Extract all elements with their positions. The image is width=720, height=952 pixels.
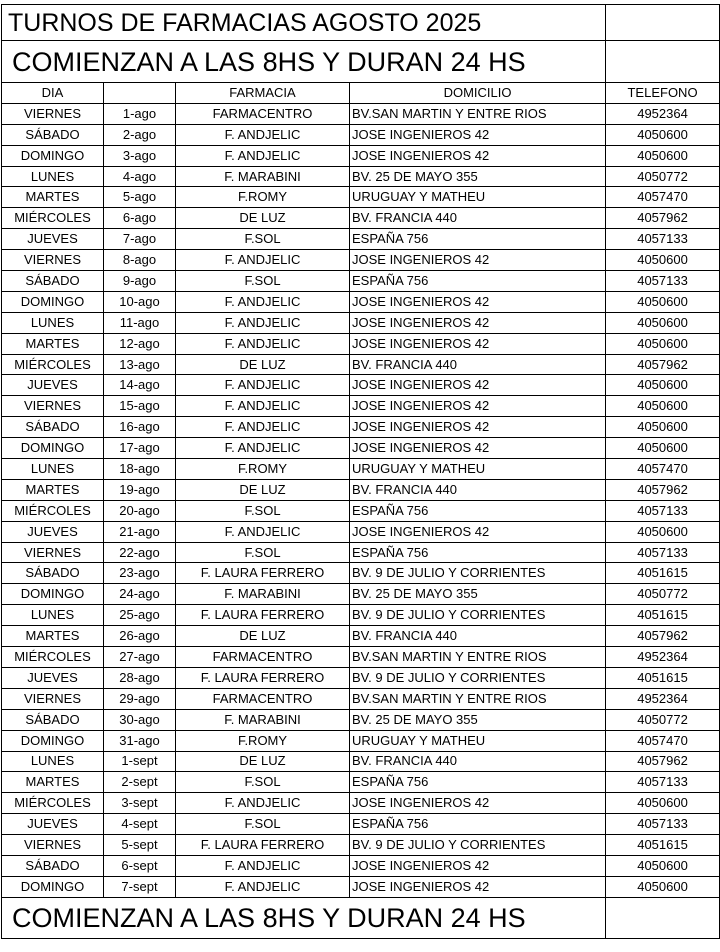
cell-fecha: 16-ago — [104, 417, 176, 438]
cell-telefono: 4952364 — [606, 647, 720, 668]
table-row — [2, 208, 720, 229]
cell-domicilio: JOSE INGENIEROS 42 — [350, 438, 606, 459]
cell-fecha: 1-ago — [104, 103, 176, 124]
cell-dia: LUNES — [2, 166, 104, 187]
table-row — [2, 542, 720, 563]
table-row — [2, 814, 720, 835]
cell-domicilio: BV. 25 DE MAYO 355 — [350, 584, 606, 605]
cell-fecha: 21-ago — [104, 521, 176, 542]
cell-fecha: 9-ago — [104, 271, 176, 292]
cell-dia: DOMINGO — [2, 291, 104, 312]
cell-farmacia: F.ROMY — [176, 459, 350, 480]
cell-dia: MARTES — [2, 333, 104, 354]
cell-farmacia: F. ANDJELIC — [176, 438, 350, 459]
cell-domicilio: BV.SAN MARTIN Y ENTRE RIOS — [350, 688, 606, 709]
cell-fecha: 19-ago — [104, 479, 176, 500]
cell-domicilio: BV. 9 DE JULIO Y CORRIENTES — [350, 605, 606, 626]
cell-dia: MIÉRCOLES — [2, 500, 104, 521]
table-row — [2, 563, 720, 584]
table-row — [2, 751, 720, 772]
table-row — [2, 500, 720, 521]
cell-farmacia: DE LUZ — [176, 626, 350, 647]
cell-farmacia: F. ANDJELIC — [176, 124, 350, 145]
table-row — [2, 626, 720, 647]
table-row — [2, 876, 720, 897]
cell-dia: VIERNES — [2, 396, 104, 417]
header-dia: DIA — [2, 83, 104, 104]
cell-farmacia: F. ANDJELIC — [176, 521, 350, 542]
cell-domicilio: ESPAÑA 756 — [350, 229, 606, 250]
cell-fecha: 20-ago — [104, 500, 176, 521]
cell-fecha: 14-ago — [104, 375, 176, 396]
cell-telefono: 4057962 — [606, 626, 720, 647]
header-farmacia: FARMACIA — [176, 83, 350, 104]
table-row — [2, 417, 720, 438]
cell-dia: DOMINGO — [2, 876, 104, 897]
cell-telefono: 4057962 — [606, 208, 720, 229]
cell-fecha: 30-ago — [104, 709, 176, 730]
cell-dia: MARTES — [2, 479, 104, 500]
cell-dia: MARTES — [2, 187, 104, 208]
cell-telefono: 4057470 — [606, 730, 720, 751]
cell-fecha: 7-sept — [104, 876, 176, 897]
footer-empty-cell — [606, 897, 720, 938]
table-row — [2, 271, 720, 292]
cell-dia: MIÉRCOLES — [2, 354, 104, 375]
cell-dia: MARTES — [2, 626, 104, 647]
cell-telefono: 4952364 — [606, 103, 720, 124]
cell-fecha: 5-sept — [104, 835, 176, 856]
cell-fecha: 10-ago — [104, 291, 176, 312]
cell-farmacia: F. LAURA FERRERO — [176, 835, 350, 856]
table-row — [2, 166, 720, 187]
cell-telefono: 4050772 — [606, 584, 720, 605]
cell-domicilio: ESPAÑA 756 — [350, 271, 606, 292]
cell-farmacia: F. ANDJELIC — [176, 855, 350, 876]
cell-fecha: 25-ago — [104, 605, 176, 626]
cell-telefono: 4050600 — [606, 876, 720, 897]
page-footer: COMIENZAN A LAS 8HS Y DURAN 24 HS — [2, 897, 606, 938]
cell-telefono: 4952364 — [606, 688, 720, 709]
cell-dia: SÁBADO — [2, 124, 104, 145]
table-row — [2, 250, 720, 271]
cell-fecha: 3-sept — [104, 793, 176, 814]
table-row — [2, 375, 720, 396]
cell-dia: SÁBADO — [2, 709, 104, 730]
title-row — [2, 5, 720, 41]
cell-telefono: 4057962 — [606, 479, 720, 500]
cell-domicilio: JOSE INGENIEROS 42 — [350, 396, 606, 417]
cell-domicilio: BV.SAN MARTIN Y ENTRE RIOS — [350, 647, 606, 668]
table-row — [2, 479, 720, 500]
table-row — [2, 291, 720, 312]
page-subtitle: COMIENZAN A LAS 8HS Y DURAN 24 HS — [2, 41, 606, 83]
cell-domicilio: BV. 9 DE JULIO Y CORRIENTES — [350, 667, 606, 688]
table-row — [2, 396, 720, 417]
cell-domicilio: JOSE INGENIEROS 42 — [350, 521, 606, 542]
cell-domicilio: BV. FRANCIA 440 — [350, 626, 606, 647]
cell-telefono: 4057133 — [606, 500, 720, 521]
cell-domicilio: URUGUAY Y MATHEU — [350, 730, 606, 751]
cell-fecha: 12-ago — [104, 333, 176, 354]
cell-telefono: 4051615 — [606, 563, 720, 584]
cell-domicilio: BV. 9 DE JULIO Y CORRIENTES — [350, 835, 606, 856]
cell-telefono: 4051615 — [606, 605, 720, 626]
cell-farmacia: F. MARABINI — [176, 584, 350, 605]
cell-farmacia: F. ANDJELIC — [176, 876, 350, 897]
table-row — [2, 584, 720, 605]
cell-dia: DOMINGO — [2, 145, 104, 166]
cell-fecha: 2-ago — [104, 124, 176, 145]
cell-farmacia: F. ANDJELIC — [176, 145, 350, 166]
cell-dia: JUEVES — [2, 814, 104, 835]
cell-domicilio: JOSE INGENIEROS 42 — [350, 312, 606, 333]
cell-dia: VIERNES — [2, 542, 104, 563]
cell-telefono: 4057133 — [606, 772, 720, 793]
cell-telefono: 4050600 — [606, 793, 720, 814]
cell-fecha: 6-sept — [104, 855, 176, 876]
table-row — [2, 312, 720, 333]
cell-domicilio: URUGUAY Y MATHEU — [350, 187, 606, 208]
cell-farmacia: F.ROMY — [176, 187, 350, 208]
cell-dia: JUEVES — [2, 667, 104, 688]
cell-dia: JUEVES — [2, 521, 104, 542]
table-row — [2, 772, 720, 793]
cell-domicilio: BV. FRANCIA 440 — [350, 751, 606, 772]
cell-farmacia: F.SOL — [176, 500, 350, 521]
cell-farmacia: F.ROMY — [176, 730, 350, 751]
cell-telefono: 4050600 — [606, 375, 720, 396]
cell-telefono: 4050600 — [606, 333, 720, 354]
cell-telefono: 4050600 — [606, 855, 720, 876]
cell-dia: DOMINGO — [2, 438, 104, 459]
cell-domicilio: ESPAÑA 756 — [350, 772, 606, 793]
table-row — [2, 667, 720, 688]
table-row — [2, 647, 720, 668]
footer-row — [2, 897, 720, 938]
cell-dia: VIERNES — [2, 250, 104, 271]
cell-fecha: 3-ago — [104, 145, 176, 166]
header-telefono: TELEFONO — [606, 83, 720, 104]
cell-domicilio: JOSE INGENIEROS 42 — [350, 855, 606, 876]
cell-telefono: 4057470 — [606, 459, 720, 480]
cell-farmacia: DE LUZ — [176, 751, 350, 772]
cell-farmacia: DE LUZ — [176, 354, 350, 375]
header-fecha — [104, 83, 176, 104]
cell-domicilio: JOSE INGENIEROS 42 — [350, 291, 606, 312]
cell-fecha: 17-ago — [104, 438, 176, 459]
cell-dia: LUNES — [2, 312, 104, 333]
cell-dia: DOMINGO — [2, 730, 104, 751]
cell-dia: LUNES — [2, 605, 104, 626]
cell-telefono: 4050600 — [606, 291, 720, 312]
cell-domicilio: JOSE INGENIEROS 42 — [350, 417, 606, 438]
cell-telefono: 4050772 — [606, 166, 720, 187]
cell-domicilio: ESPAÑA 756 — [350, 542, 606, 563]
cell-farmacia: F. ANDJELIC — [176, 291, 350, 312]
cell-domicilio: BV.SAN MARTIN Y ENTRE RIOS — [350, 103, 606, 124]
subtitle-empty-cell — [606, 41, 720, 83]
cell-telefono: 4050600 — [606, 521, 720, 542]
table-row — [2, 730, 720, 751]
cell-telefono: 4057962 — [606, 354, 720, 375]
cell-fecha: 29-ago — [104, 688, 176, 709]
table-row — [2, 229, 720, 250]
cell-telefono: 4050600 — [606, 417, 720, 438]
cell-domicilio: BV. 25 DE MAYO 355 — [350, 709, 606, 730]
cell-farmacia: F. ANDJELIC — [176, 396, 350, 417]
cell-dia: JUEVES — [2, 229, 104, 250]
cell-domicilio: JOSE INGENIEROS 42 — [350, 333, 606, 354]
cell-domicilio: JOSE INGENIEROS 42 — [350, 250, 606, 271]
cell-dia: MIÉRCOLES — [2, 647, 104, 668]
cell-fecha: 18-ago — [104, 459, 176, 480]
cell-telefono: 4057133 — [606, 542, 720, 563]
cell-farmacia: FARMACENTRO — [176, 103, 350, 124]
cell-fecha: 11-ago — [104, 312, 176, 333]
cell-telefono: 4050600 — [606, 250, 720, 271]
cell-farmacia: F.SOL — [176, 271, 350, 292]
cell-fecha: 2-sept — [104, 772, 176, 793]
page-title: TURNOS DE FARMACIAS AGOSTO 2025 — [2, 5, 606, 41]
cell-domicilio: BV. 9 DE JULIO Y CORRIENTES — [350, 563, 606, 584]
cell-fecha: 28-ago — [104, 667, 176, 688]
cell-telefono: 4057133 — [606, 814, 720, 835]
cell-farmacia: F.SOL — [176, 772, 350, 793]
cell-dia: SÁBADO — [2, 271, 104, 292]
cell-farmacia: DE LUZ — [176, 479, 350, 500]
table-row — [2, 333, 720, 354]
cell-fecha: 1-sept — [104, 751, 176, 772]
cell-fecha: 4-sept — [104, 814, 176, 835]
cell-farmacia: F. LAURA FERRERO — [176, 563, 350, 584]
cell-domicilio: BV. FRANCIA 440 — [350, 208, 606, 229]
cell-farmacia: F. ANDJELIC — [176, 250, 350, 271]
cell-telefono: 4050600 — [606, 124, 720, 145]
cell-farmacia: F. LAURA FERRERO — [176, 667, 350, 688]
header-row — [2, 83, 720, 104]
table-row — [2, 354, 720, 375]
cell-domicilio: JOSE INGENIEROS 42 — [350, 145, 606, 166]
cell-farmacia: F.SOL — [176, 542, 350, 563]
cell-domicilio: BV. 25 DE MAYO 355 — [350, 166, 606, 187]
cell-farmacia: DE LUZ — [176, 208, 350, 229]
subtitle-row — [2, 41, 720, 83]
cell-telefono: 4050600 — [606, 145, 720, 166]
cell-farmacia: F. MARABINI — [176, 166, 350, 187]
cell-fecha: 7-ago — [104, 229, 176, 250]
cell-dia: VIERNES — [2, 688, 104, 709]
cell-telefono: 4050600 — [606, 396, 720, 417]
cell-telefono: 4057133 — [606, 229, 720, 250]
table-row — [2, 793, 720, 814]
table-row — [2, 605, 720, 626]
table-row — [2, 521, 720, 542]
cell-farmacia: F. ANDJELIC — [176, 375, 350, 396]
cell-fecha: 5-ago — [104, 187, 176, 208]
cell-telefono: 4057133 — [606, 271, 720, 292]
cell-dia: VIERNES — [2, 103, 104, 124]
cell-dia: SÁBADO — [2, 855, 104, 876]
cell-telefono: 4050600 — [606, 312, 720, 333]
cell-domicilio: JOSE INGENIEROS 42 — [350, 876, 606, 897]
table-row — [2, 459, 720, 480]
header-domicilio: DOMICILIO — [350, 83, 606, 104]
cell-domicilio: ESPAÑA 756 — [350, 814, 606, 835]
cell-dia: MARTES — [2, 772, 104, 793]
table-row — [2, 124, 720, 145]
cell-fecha: 31-ago — [104, 730, 176, 751]
cell-fecha: 13-ago — [104, 354, 176, 375]
cell-telefono: 4050772 — [606, 709, 720, 730]
cell-fecha: 24-ago — [104, 584, 176, 605]
cell-farmacia: F.SOL — [176, 229, 350, 250]
cell-telefono: 4057962 — [606, 751, 720, 772]
table-row — [2, 145, 720, 166]
table-row — [2, 855, 720, 876]
table-row — [2, 438, 720, 459]
cell-telefono: 4051615 — [606, 835, 720, 856]
cell-domicilio: JOSE INGENIEROS 42 — [350, 793, 606, 814]
cell-fecha: 27-ago — [104, 647, 176, 668]
cell-farmacia: FARMACENTRO — [176, 647, 350, 668]
cell-dia: LUNES — [2, 459, 104, 480]
table-row — [2, 688, 720, 709]
cell-domicilio: URUGUAY Y MATHEU — [350, 459, 606, 480]
cell-dia: MIÉRCOLES — [2, 793, 104, 814]
cell-farmacia: FARMACENTRO — [176, 688, 350, 709]
table-row — [2, 103, 720, 124]
cell-domicilio: JOSE INGENIEROS 42 — [350, 124, 606, 145]
cell-fecha: 4-ago — [104, 166, 176, 187]
cell-fecha: 23-ago — [104, 563, 176, 584]
cell-telefono: 4050600 — [606, 438, 720, 459]
cell-farmacia: F. ANDJELIC — [176, 333, 350, 354]
title-empty-cell — [606, 5, 720, 41]
cell-fecha: 8-ago — [104, 250, 176, 271]
cell-telefono: 4057470 — [606, 187, 720, 208]
cell-dia: SÁBADO — [2, 417, 104, 438]
cell-domicilio: ESPAÑA 756 — [350, 500, 606, 521]
cell-farmacia: F. MARABINI — [176, 709, 350, 730]
cell-domicilio: BV. FRANCIA 440 — [350, 479, 606, 500]
cell-fecha: 15-ago — [104, 396, 176, 417]
cell-domicilio: JOSE INGENIEROS 42 — [350, 375, 606, 396]
table-row — [2, 709, 720, 730]
cell-farmacia: F. ANDJELIC — [176, 417, 350, 438]
cell-dia: SÁBADO — [2, 563, 104, 584]
cell-dia: LUNES — [2, 751, 104, 772]
cell-farmacia: F. ANDJELIC — [176, 793, 350, 814]
table-row — [2, 187, 720, 208]
cell-fecha: 26-ago — [104, 626, 176, 647]
cell-fecha: 6-ago — [104, 208, 176, 229]
cell-domicilio: BV. FRANCIA 440 — [350, 354, 606, 375]
cell-dia: DOMINGO — [2, 584, 104, 605]
cell-fecha: 22-ago — [104, 542, 176, 563]
table-row — [2, 835, 720, 856]
cell-dia: VIERNES — [2, 835, 104, 856]
cell-farmacia: F. LAURA FERRERO — [176, 605, 350, 626]
cell-farmacia: F.SOL — [176, 814, 350, 835]
cell-telefono: 4051615 — [606, 667, 720, 688]
cell-dia: JUEVES — [2, 375, 104, 396]
cell-farmacia: F. ANDJELIC — [176, 312, 350, 333]
cell-dia: MIÉRCOLES — [2, 208, 104, 229]
pharmacy-schedule-table — [1, 4, 720, 939]
